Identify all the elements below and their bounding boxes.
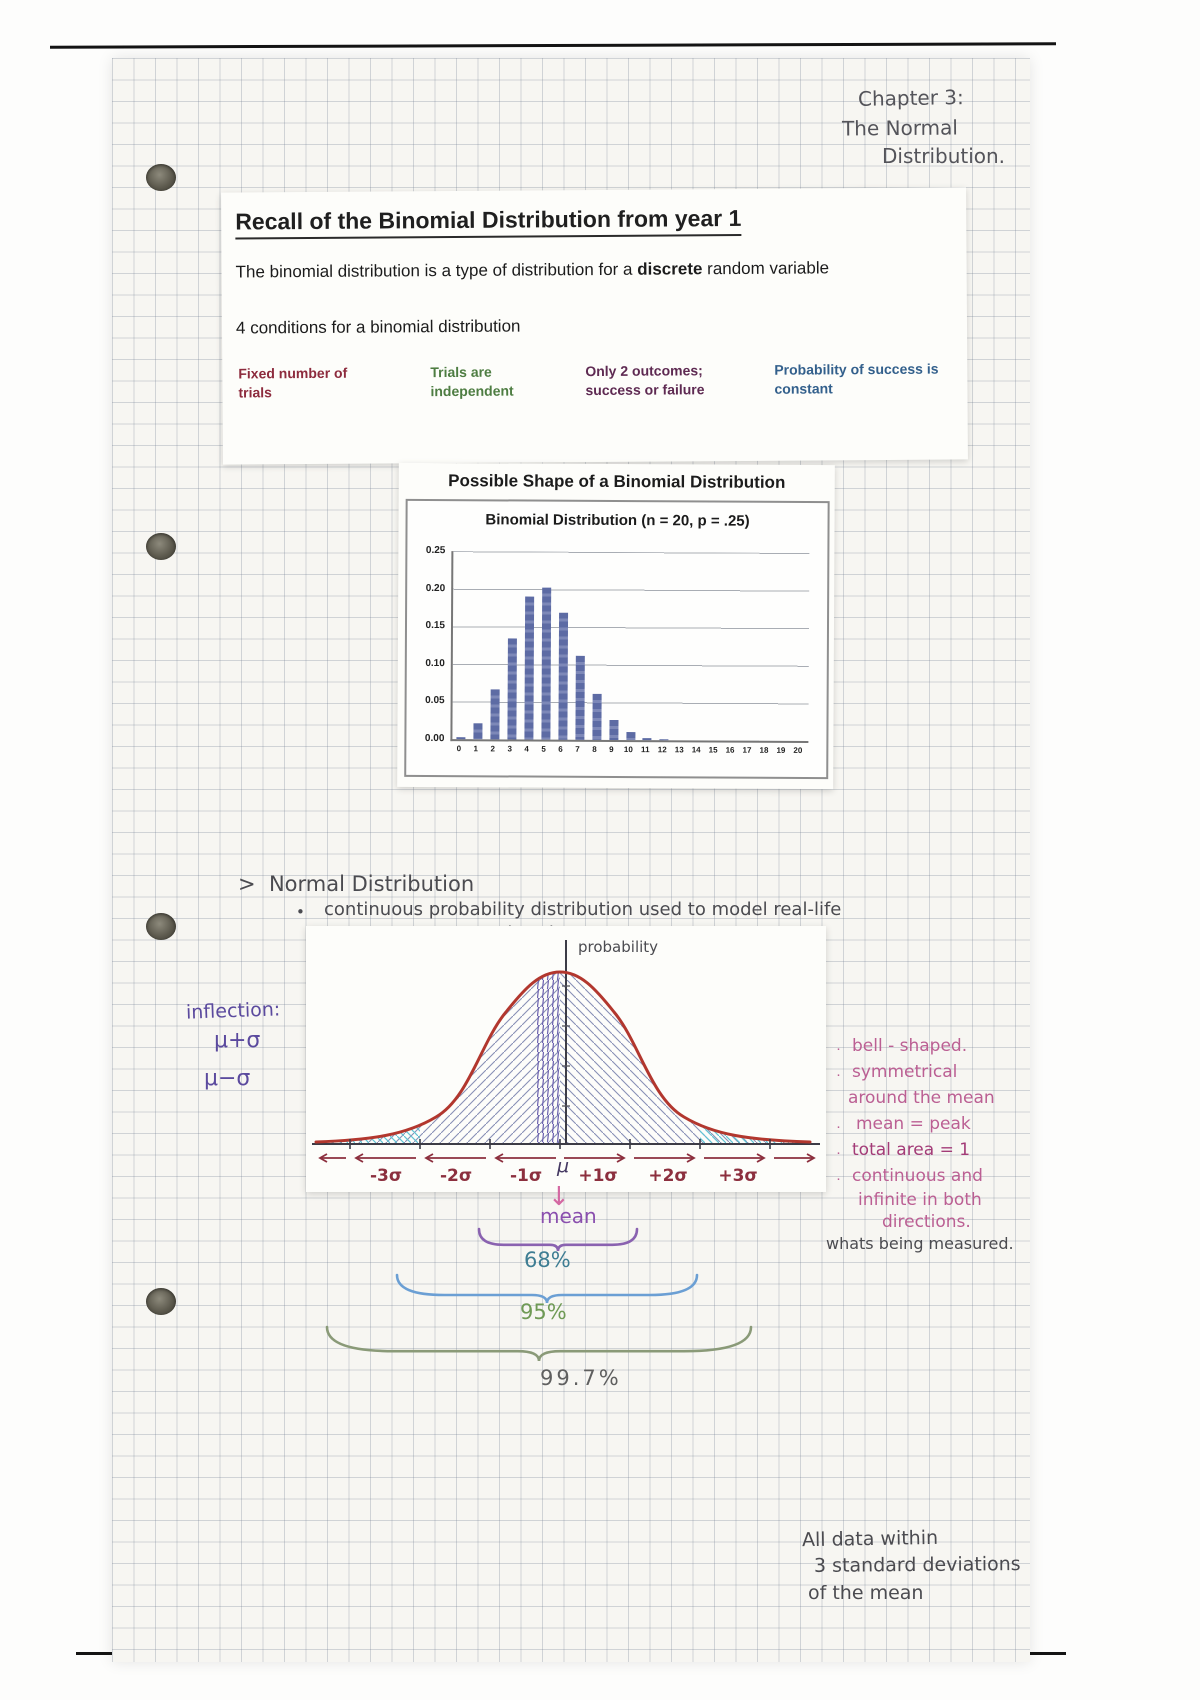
x-axis-label: 3 <box>507 744 512 754</box>
arrow-marker: > <box>238 872 256 896</box>
bar-slot <box>639 552 657 740</box>
bar-slot <box>775 553 793 741</box>
y-axis-label: 0.15 <box>425 620 446 632</box>
intro-paragraph <box>236 258 830 282</box>
property-note: bell - shaped. <box>852 1036 968 1056</box>
brace-3sd <box>326 1326 752 1362</box>
normal-curve-svg <box>306 926 826 1192</box>
bar <box>524 597 534 740</box>
binomial-chart <box>404 499 829 779</box>
bar-slot <box>605 552 623 740</box>
bullet-marker: · <box>836 1040 841 1057</box>
chart-patch <box>397 463 835 789</box>
bar <box>575 656 584 740</box>
bar <box>456 737 465 739</box>
condition-item: Trials are independent <box>430 363 514 400</box>
mean-arrow: ↓ <box>548 1182 570 1212</box>
footnote-line: of the mean <box>808 1582 924 1604</box>
sigma-label: +3σ <box>718 1166 758 1186</box>
condition-item: Probability of success is constant <box>774 360 939 397</box>
intro-text: random variable <box>702 258 830 279</box>
percent-68: 68% <box>524 1248 571 1272</box>
bar-slot <box>758 553 776 741</box>
y-axis-label: 0.20 <box>425 582 446 594</box>
property-note: around the mean <box>848 1088 995 1108</box>
bullet-marker: · <box>836 1170 841 1187</box>
property-note: continuous and <box>852 1166 983 1186</box>
sigma-label: -2σ <box>439 1166 473 1186</box>
hole-punch <box>146 1288 176 1315</box>
condition-item: Fixed number of trials <box>238 364 348 401</box>
x-axis-label: 17 <box>742 745 752 755</box>
normal-bullet-line: continuous probability distribution used to model real-life <box>324 899 842 920</box>
bar-slot <box>791 553 809 741</box>
x-axis-labels <box>450 744 806 755</box>
hole-punch <box>146 913 176 940</box>
sigma-label: +1σ <box>578 1166 618 1186</box>
x-axis-label: 1 <box>473 744 479 754</box>
sigma-label: -3σ <box>369 1166 403 1186</box>
bar-slot <box>622 552 640 740</box>
x-axis-label: 16 <box>725 745 735 755</box>
x-axis-label: 6 <box>558 744 563 754</box>
bar-slot <box>452 551 470 739</box>
percent-997: 99.7% <box>540 1366 622 1390</box>
property-note: symmetrical <box>852 1062 958 1082</box>
intro-bold-word: discrete <box>637 259 703 279</box>
hole-punch <box>146 533 176 560</box>
percent-95: 95% <box>520 1300 567 1324</box>
bar-slot <box>537 552 555 740</box>
sigma-label: -1σ <box>509 1166 543 1186</box>
bar-slot <box>503 551 521 739</box>
bar <box>473 723 482 739</box>
x-axis-label: 13 <box>674 745 684 755</box>
hole-punch <box>146 164 176 191</box>
bar-slot <box>724 553 742 741</box>
bullet-marker: · <box>836 1144 841 1161</box>
bar <box>592 694 601 740</box>
curve-figure <box>306 926 826 1192</box>
x-axis-label: 12 <box>657 745 667 755</box>
chapter-heading-line: The Normal <box>841 115 959 141</box>
bar-slot <box>707 552 725 740</box>
bar-slot <box>486 551 504 739</box>
x-axis-label: 10 <box>623 745 633 755</box>
y-axis-label: 0.10 <box>425 657 445 669</box>
conditions-heading: 4 conditions for a binomial distribution <box>235 316 521 338</box>
bar-slot <box>469 551 487 739</box>
curve-hatch-right <box>316 972 810 1144</box>
x-axis-label: 15 <box>708 745 718 755</box>
x-axis-label: 19 <box>776 745 786 755</box>
section-title: Recall of the Binomial Distribution from year 1 <box>235 205 741 240</box>
bullet-marker: · <box>836 1066 841 1083</box>
x-axis-label: 14 <box>691 745 701 755</box>
bullet-marker: · <box>836 1118 841 1135</box>
bar <box>507 638 517 739</box>
intro-text: The binomial distribution is a type of distribution for a <box>235 259 638 282</box>
inflection-note: μ+σ <box>214 1028 261 1053</box>
bar <box>541 588 551 740</box>
bar-slot <box>673 552 691 740</box>
bar-slot <box>554 552 572 740</box>
y-axis-label: 0.25 <box>425 545 446 557</box>
chapter-heading-line: Distribution. <box>882 144 1006 168</box>
inflection-note: inflection: <box>185 998 281 1024</box>
probability-axis-label: probability <box>578 938 659 956</box>
x-axis-label: 20 <box>793 745 803 755</box>
footnote-line: 3 standard deviations <box>813 1553 1021 1577</box>
inflection-note: μ−σ <box>204 1066 251 1091</box>
bar-slot <box>588 552 606 740</box>
chapter-heading-line: Chapter 3: <box>857 85 964 111</box>
bar-slot <box>690 552 708 740</box>
y-axis-label: 0.00 <box>424 733 445 745</box>
footnote-line: All data within <box>801 1526 939 1552</box>
x-axis-label: 9 <box>609 744 614 754</box>
property-note: total area = 1 <box>852 1140 971 1160</box>
bar <box>609 720 618 740</box>
bar <box>660 739 669 740</box>
normal-heading <box>238 872 474 896</box>
property-note: directions. <box>882 1212 971 1232</box>
x-axis-label: 8 <box>592 744 597 754</box>
sigma-label: +2σ <box>648 1166 688 1186</box>
condition-item: Only 2 outcomes; success or failure <box>585 362 705 399</box>
property-note: mean = peak <box>856 1114 971 1134</box>
binomial-plot <box>450 551 809 743</box>
property-note: infinite in both <box>858 1190 982 1210</box>
bar <box>558 613 568 740</box>
x-axis-label: 11 <box>641 745 650 755</box>
mean-label: mean <box>540 1204 597 1228</box>
bar-slot <box>520 552 538 740</box>
x-axis-label: 0 <box>456 744 462 754</box>
bar-slot <box>656 552 674 740</box>
bar <box>490 689 499 739</box>
bar-slot <box>741 553 759 741</box>
bar <box>626 732 635 740</box>
printed-note-patch <box>221 187 968 464</box>
x-axis-label: 5 <box>541 744 546 754</box>
x-axis-label: 7 <box>575 744 580 754</box>
bar-slot <box>571 552 589 740</box>
x-axis-label: 2 <box>490 744 495 754</box>
bar <box>643 738 652 740</box>
x-axis-label: 18 <box>759 745 769 755</box>
chart-title: Binomial Distribution (n = 20, p = .25) <box>485 511 750 530</box>
mu-label: μ <box>556 1155 570 1177</box>
y-axis-label: 0.05 <box>425 695 445 707</box>
scan-edge-top <box>50 42 1056 49</box>
measure-note: whats being measured. <box>826 1234 1014 1253</box>
x-axis-label: 4 <box>524 744 529 754</box>
shape-heading: Possible Shape of a Binomial Distribution <box>448 471 786 492</box>
bullet-marker: • <box>296 903 305 921</box>
normal-heading-text: Normal Distribution <box>268 872 475 896</box>
